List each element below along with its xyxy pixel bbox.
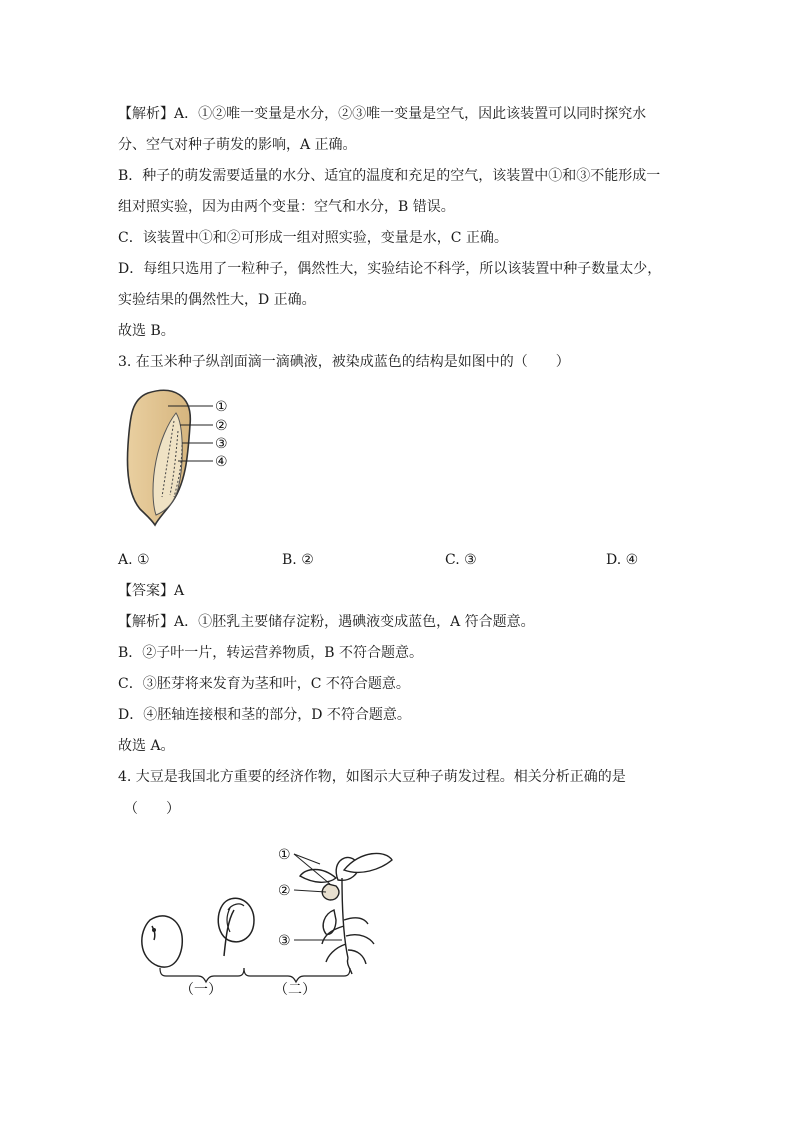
fig-label-2: ②: [278, 883, 291, 899]
q2-analysis-line: C．该装置中①和②可形成一组对照实验，变量是水，C 正确。: [118, 230, 508, 246]
fig-label-3: ③: [278, 933, 291, 949]
stage-bracket-1: [160, 968, 244, 982]
q2-analysis-line: 【解析】A．①②唯一变量是水分，②③唯一变量是空气，因此该装置可以同时探究水: [118, 106, 647, 122]
option-c[interactable]: C. ③: [445, 552, 477, 568]
q3-analysis-line: C．③胚芽将来发育为茎和叶，C 不符合题意。: [118, 676, 410, 692]
fig-label-3: ③: [215, 436, 228, 452]
fig-label-1: ①: [278, 847, 291, 863]
option-a[interactable]: A. ①: [118, 552, 150, 568]
q3-analysis-line: 【解析】A．①胚乳主要储存淀粉，遇碘液变成蓝色，A 符合题意。: [118, 614, 535, 630]
fig-label-2: ②: [215, 418, 228, 434]
q2-analysis-line: 实验结果的偶然性大，D 正确。: [118, 292, 316, 308]
option-b[interactable]: B. ②: [282, 552, 314, 568]
seedling: [300, 853, 392, 974]
stage-bracket-2: [244, 968, 350, 982]
soybean-seed: [142, 916, 182, 967]
q3-answer: 【答案】A: [118, 583, 185, 599]
q4-stem-blank: （ ）: [124, 801, 180, 817]
q2-analysis-line: B．种子的萌发需要适量的水分、适宜的温度和充足的空气，该装置中①和③不能形成一: [118, 168, 661, 184]
q3-analysis-line: B．②子叶一片，转运营养物质，B 不符合题意。: [118, 645, 424, 661]
q2-analysis-line: D．每组只选用了一粒种子，偶然性大，实验结论不科学，所以该装置中种子数量太少，: [118, 261, 662, 277]
stage-label-2: （二）: [274, 982, 316, 998]
q4-stem: 4. 大豆是我国北方重要的经济作物，如图示大豆种子萌发过程。相关分析正确的是: [118, 769, 626, 785]
corn-seed-figure: [118, 385, 268, 530]
q3-analysis-line: D．④胚轴连接根和茎的部分，D 不符合题意。: [118, 707, 411, 723]
q3-conclusion: 故选 A。: [118, 738, 175, 754]
fig-label-1: ①: [215, 399, 228, 415]
fig-label-4: ④: [215, 454, 228, 470]
q2-conclusion: 故选 B。: [118, 323, 175, 339]
q3-stem: 3. 在玉米种子纵剖面滴一滴碘液，被染成蓝色的结构是如图中的（ ）: [118, 354, 570, 370]
q2-analysis-line: 组对照实验，因为由两个变量：空气和水分，B 错误。: [118, 199, 455, 215]
q2-analysis-line: 分、空气对种子萌发的影响，A 正确。: [118, 137, 357, 153]
stage-label-1: （一）: [180, 982, 222, 998]
option-d[interactable]: D. ④: [606, 552, 639, 568]
soybean-germination-figure: [130, 840, 410, 1000]
